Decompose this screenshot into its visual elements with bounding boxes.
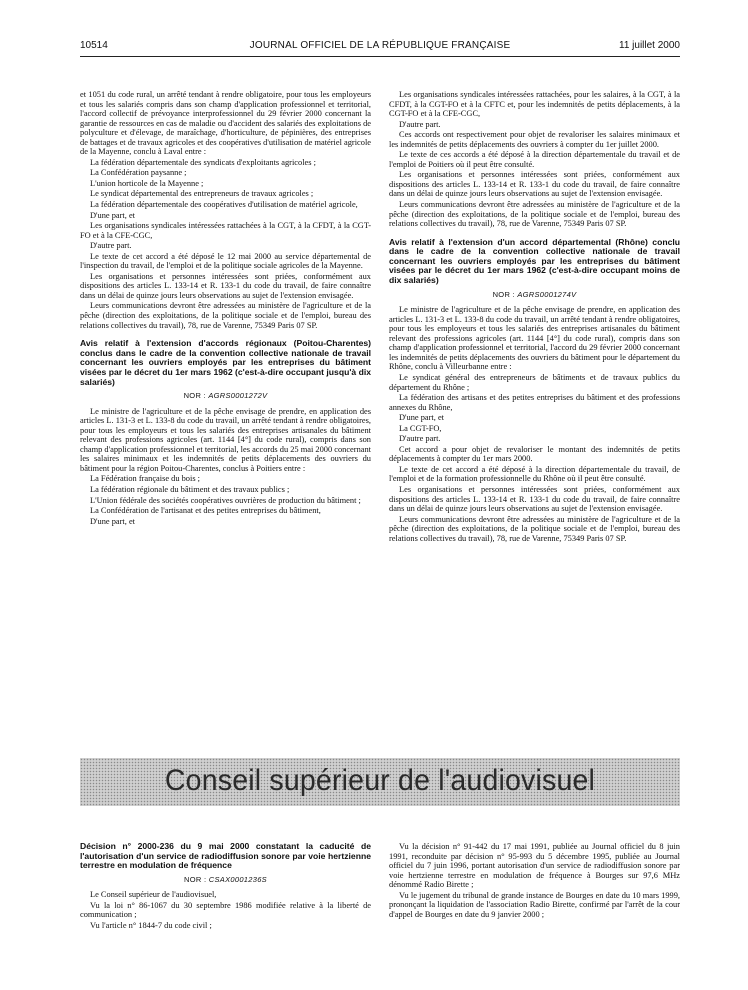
- paragraph: Les organisations syndicales intéressées rattachées, pour les salaires, à la CGT, à la CFDT, à la CGT-FO et à la CFTC et, pour les indemnités de petits déplacements, à la CGT-FO et à la CFE-CGC,: [389, 90, 680, 119]
- column-1: [80, 90, 371, 527]
- paragraph: La Confédération de l'artisanat et des petites entreprises du bâtiment,: [90, 506, 321, 516]
- paragraph: Leurs communications devront être adressées au ministère de l'agriculture et de la pêche (direction des exploitations, de la politique sociale et de l'emploi, bureau des relations collectives du travail), 78, rue de Varenne, 75349 Paris 07 SP.: [389, 514, 680, 543]
- paragraph: Cet accord a pour objet de revaloriser le montant des indemnités de petits déplacements à compter du 1er mars 2000.: [389, 444, 680, 464]
- paragraph: Le Conseil supérieur de l'audiovisuel,: [90, 890, 217, 900]
- nor-reference: NOR : AGRS0001272V: [183, 391, 268, 401]
- journal-title: JOURNAL OFFICIEL DE LA RÉPUBLIQUE FRANÇAISE: [249, 40, 511, 51]
- column-2: [389, 90, 680, 544]
- paragraph: Vu la décision n° 91-442 du 17 mai 1991, publiée au Journal officiel du 8 juin 1991, reconduite par décision n° 95-993 du 5 décembre 1995, publiée au Journal officiel du 7 juin 1996, portant autorisation d'un service de radiodiffusion sonore par voie hertzienne terrestre en modulation de fréquence à Bourges sur 97,6 MHz dénommé Radio Birette ;: [389, 842, 680, 890]
- paragraph: Les organisations et personnes intéressées sont priées, conformément aux dispositions des articles L. 133-14 et R. 133-1 du code du travail, de faire connaître dans un délai de quinze jours leurs observations au sujet de l'extension envisagée.: [80, 271, 371, 300]
- nor-reference: NOR : AGRS0001274V: [492, 289, 577, 299]
- paragraph: La CGT-FO,: [399, 423, 442, 433]
- nor-reference: NOR : CSAX0001236S: [184, 874, 267, 884]
- paragraph: Leurs communications devront être adressées au ministère de l'agriculture et de la pêche (direction des exploitations, de la politique sociale et de l'emploi, bureau des relations collectives du travail), 78, rue de Varenne, 75349 Paris 07 SP.: [389, 200, 680, 229]
- paragraph: D'une part, et: [90, 516, 135, 526]
- notice-heading: Avis relatif à l'extension d'accords régionaux (Poitou-Charentes) conclus dans le cadre de la convention collective nationale de travail concernant les ouvriers employés par les entreprises du bâtiment visées par le décret du 1er mars 1962 (c'est-à-dire occupant jusqu'à dix salariés): [80, 338, 371, 387]
- paragraph: La fédération régionale du bâtiment et des travaux publics ;: [90, 485, 290, 495]
- notice-heading: Avis relatif à l'extension d'un accord départemental (Rhône) conclu dans le cadre de la convention collective nationale de travail concernant les ouvriers employés par les entreprises du bâtiment visées par le décret du 1er mars 1962 (c'est-à-dire occupant moins de dix salariés): [389, 236, 680, 286]
- paragraph: D'autre part.: [90, 241, 132, 251]
- paragraph: La Fédération française du bois ;: [90, 474, 200, 484]
- decision-heading: Décision n° 2000-236 du 9 mai 2000 constatant la caducité de l'autorisation d'un service de radiodiffusion sonore par voie hertzienne terrestre en modulation de fréquence: [80, 841, 371, 871]
- paragraph: Le texte de cet accord a été déposé le 12 mai 2000 au service départemental de l'inspection du travail, de l'emploi et de la politique sociale agricoles de la Mayenne.: [80, 251, 371, 271]
- column-3: [80, 842, 371, 932]
- column-4: [389, 842, 680, 920]
- paragraph: La fédération des artisans et des petites entreprises du bâtiment et des professions annexes du Rhône,: [389, 393, 680, 412]
- paragraph: Les organisations et personnes intéressées sont priées, conformément aux dispositions des articles L. 133-14 et R. 133-1 du code du travail, de faire connaître dans un délai de quinze jours leurs observations au sujet de l'extension envisagée.: [389, 170, 680, 199]
- issue-date: 11 juillet 2000: [619, 40, 680, 51]
- paragraph: D'une part, et: [90, 210, 135, 220]
- paragraph: Les organisations et personnes intéressées sont priées, conformément aux dispositions des articles L. 133-14 et R. 133-1 du code du travail, de faire connaître dans un délai de quinze jours leurs observations au sujet de l'extension envisagée.: [389, 485, 680, 514]
- paragraph: D'autre part.: [399, 434, 441, 444]
- paragraph: La fédération départementale des syndicats d'exploitants agricoles ;: [90, 157, 316, 167]
- paragraph: L'Union fédérale des sociétés coopératives ouvrières de production du bâtiment ;: [90, 495, 361, 505]
- paragraph: D'une part, et: [399, 413, 444, 423]
- paragraph: Leurs communications devront être adressées au ministère de l'agriculture et de la pêche (direction des exploitations, de la politique sociale et de l'emploi, bureau des relations collectives du travail), 78, rue de Varenne, 75349 Paris 07 SP.: [80, 301, 371, 330]
- paragraph: Vu la loi n° 86-1067 du 30 septembre 1986 modifiée relative à la liberté de communication ;: [80, 900, 371, 920]
- paragraph: Ces accords ont respectivement pour objet de revaloriser les salaires minimaux et les indemnités de petits déplacements des ouvriers à compter du 1er juillet 2000.: [389, 130, 680, 149]
- page-header: [80, 40, 680, 54]
- header-rule: [80, 56, 680, 57]
- page-number: 10514: [80, 40, 108, 51]
- paragraph: L'union horticole de la Mayenne ;: [90, 178, 204, 188]
- paragraph: Vu l'article n° 1844-7 du code civil ;: [90, 920, 212, 930]
- paragraph: Les organisations syndicales intéressées rattachées à la CGT, à la CFDT, à la CGT-FO et à la CFE-CGC,: [80, 221, 371, 240]
- paragraph: La Confédération paysanne ;: [90, 168, 187, 178]
- paragraph: Le texte de cet accord a été déposé à la direction départementale du travail, de l'emploi et de la formation professionnelle du Rhône où il peut être consulté.: [389, 464, 680, 484]
- section-banner: [80, 758, 680, 806]
- paragraph: Vu le jugement du tribunal de grande instance de Bourges en date du 10 mars 1999, prononçant la liquidation de l'association Radio Birette, confirmé par l'arrêt de la cour d'appel de Bourges en date du 9 janvier 2000 ;: [389, 890, 680, 919]
- paragraph: Le ministre de l'agriculture et de la pêche envisage de prendre, en application des articles L. 131-3 et L. 133-8 du code du travail, un arrêté tendant à rendre obligatoires, pour tous les employeurs et tous les salariés des entreprises artisanales du bâtiment relevant des professions agricoles (art. 1144 [4°] du code rural), compris dans son champ d'application professionnel et territorial, l'accord du 29 février 2000 concernant les indemnités de petits déplacements des ouvriers du bâtiment pour le département du Rhône, conclu à Villeurbanne entre :: [389, 305, 680, 372]
- paragraph: et 1051 du code rural, un arrêté tendant à rendre obligatoire, pour tous les employeurs et tous les salariés compris dans son champ d'application professionnel et territorial, l'accord collectif de prévoyance interprofessionnel du 29 février 2000 concernant la garantie de ressources en cas de maladie ou d'accident des salariés des exploitations de polyculture et d'élevage, de maraîchage, d'horticulture, de pépinières, des entreprises de battages et de travaux agricoles et des coopératives d'utilisation de matériel agricole de la Mayenne, conclu à Laval entre :: [80, 90, 371, 157]
- paragraph: Le texte de ces accords a été déposé à la direction départementale du travail et de l'emploi de Poitiers où il peut être consulté.: [389, 150, 680, 169]
- paragraph: Le ministre de l'agriculture et de la pêche envisage de prendre, en application des articles L. 131-3 et L. 133-8 du code du travail, un arrêté tendant à rendre obligatoires, pour tous les employeurs et tous les salariés des entreprises artisanales du bâtiment relevant des professions agricoles (art. 1144 [4°] du code rural), compris dans son champ d'application professionnel et territorial, les accords du 25 mai 2000 concernant les salaires minimaux et les indemnités de petits déplacements des ouvriers du bâtiment pour la région Poitou-Charentes, conclus à Poitiers entre :: [80, 406, 371, 473]
- paragraph: Le syndicat général des entrepreneurs de bâtiments et de travaux publics du département du Rhône ;: [389, 373, 680, 392]
- paragraph: La fédération départementale des coopératives d'utilisation de matériel agricole,: [90, 200, 358, 210]
- paragraph: Le syndicat départemental des entrepreneurs de travaux agricoles ;: [90, 189, 314, 199]
- section-title: Conseil supérieur de l'audiovisuel: [164, 764, 596, 797]
- paragraph: D'autre part.: [399, 119, 441, 129]
